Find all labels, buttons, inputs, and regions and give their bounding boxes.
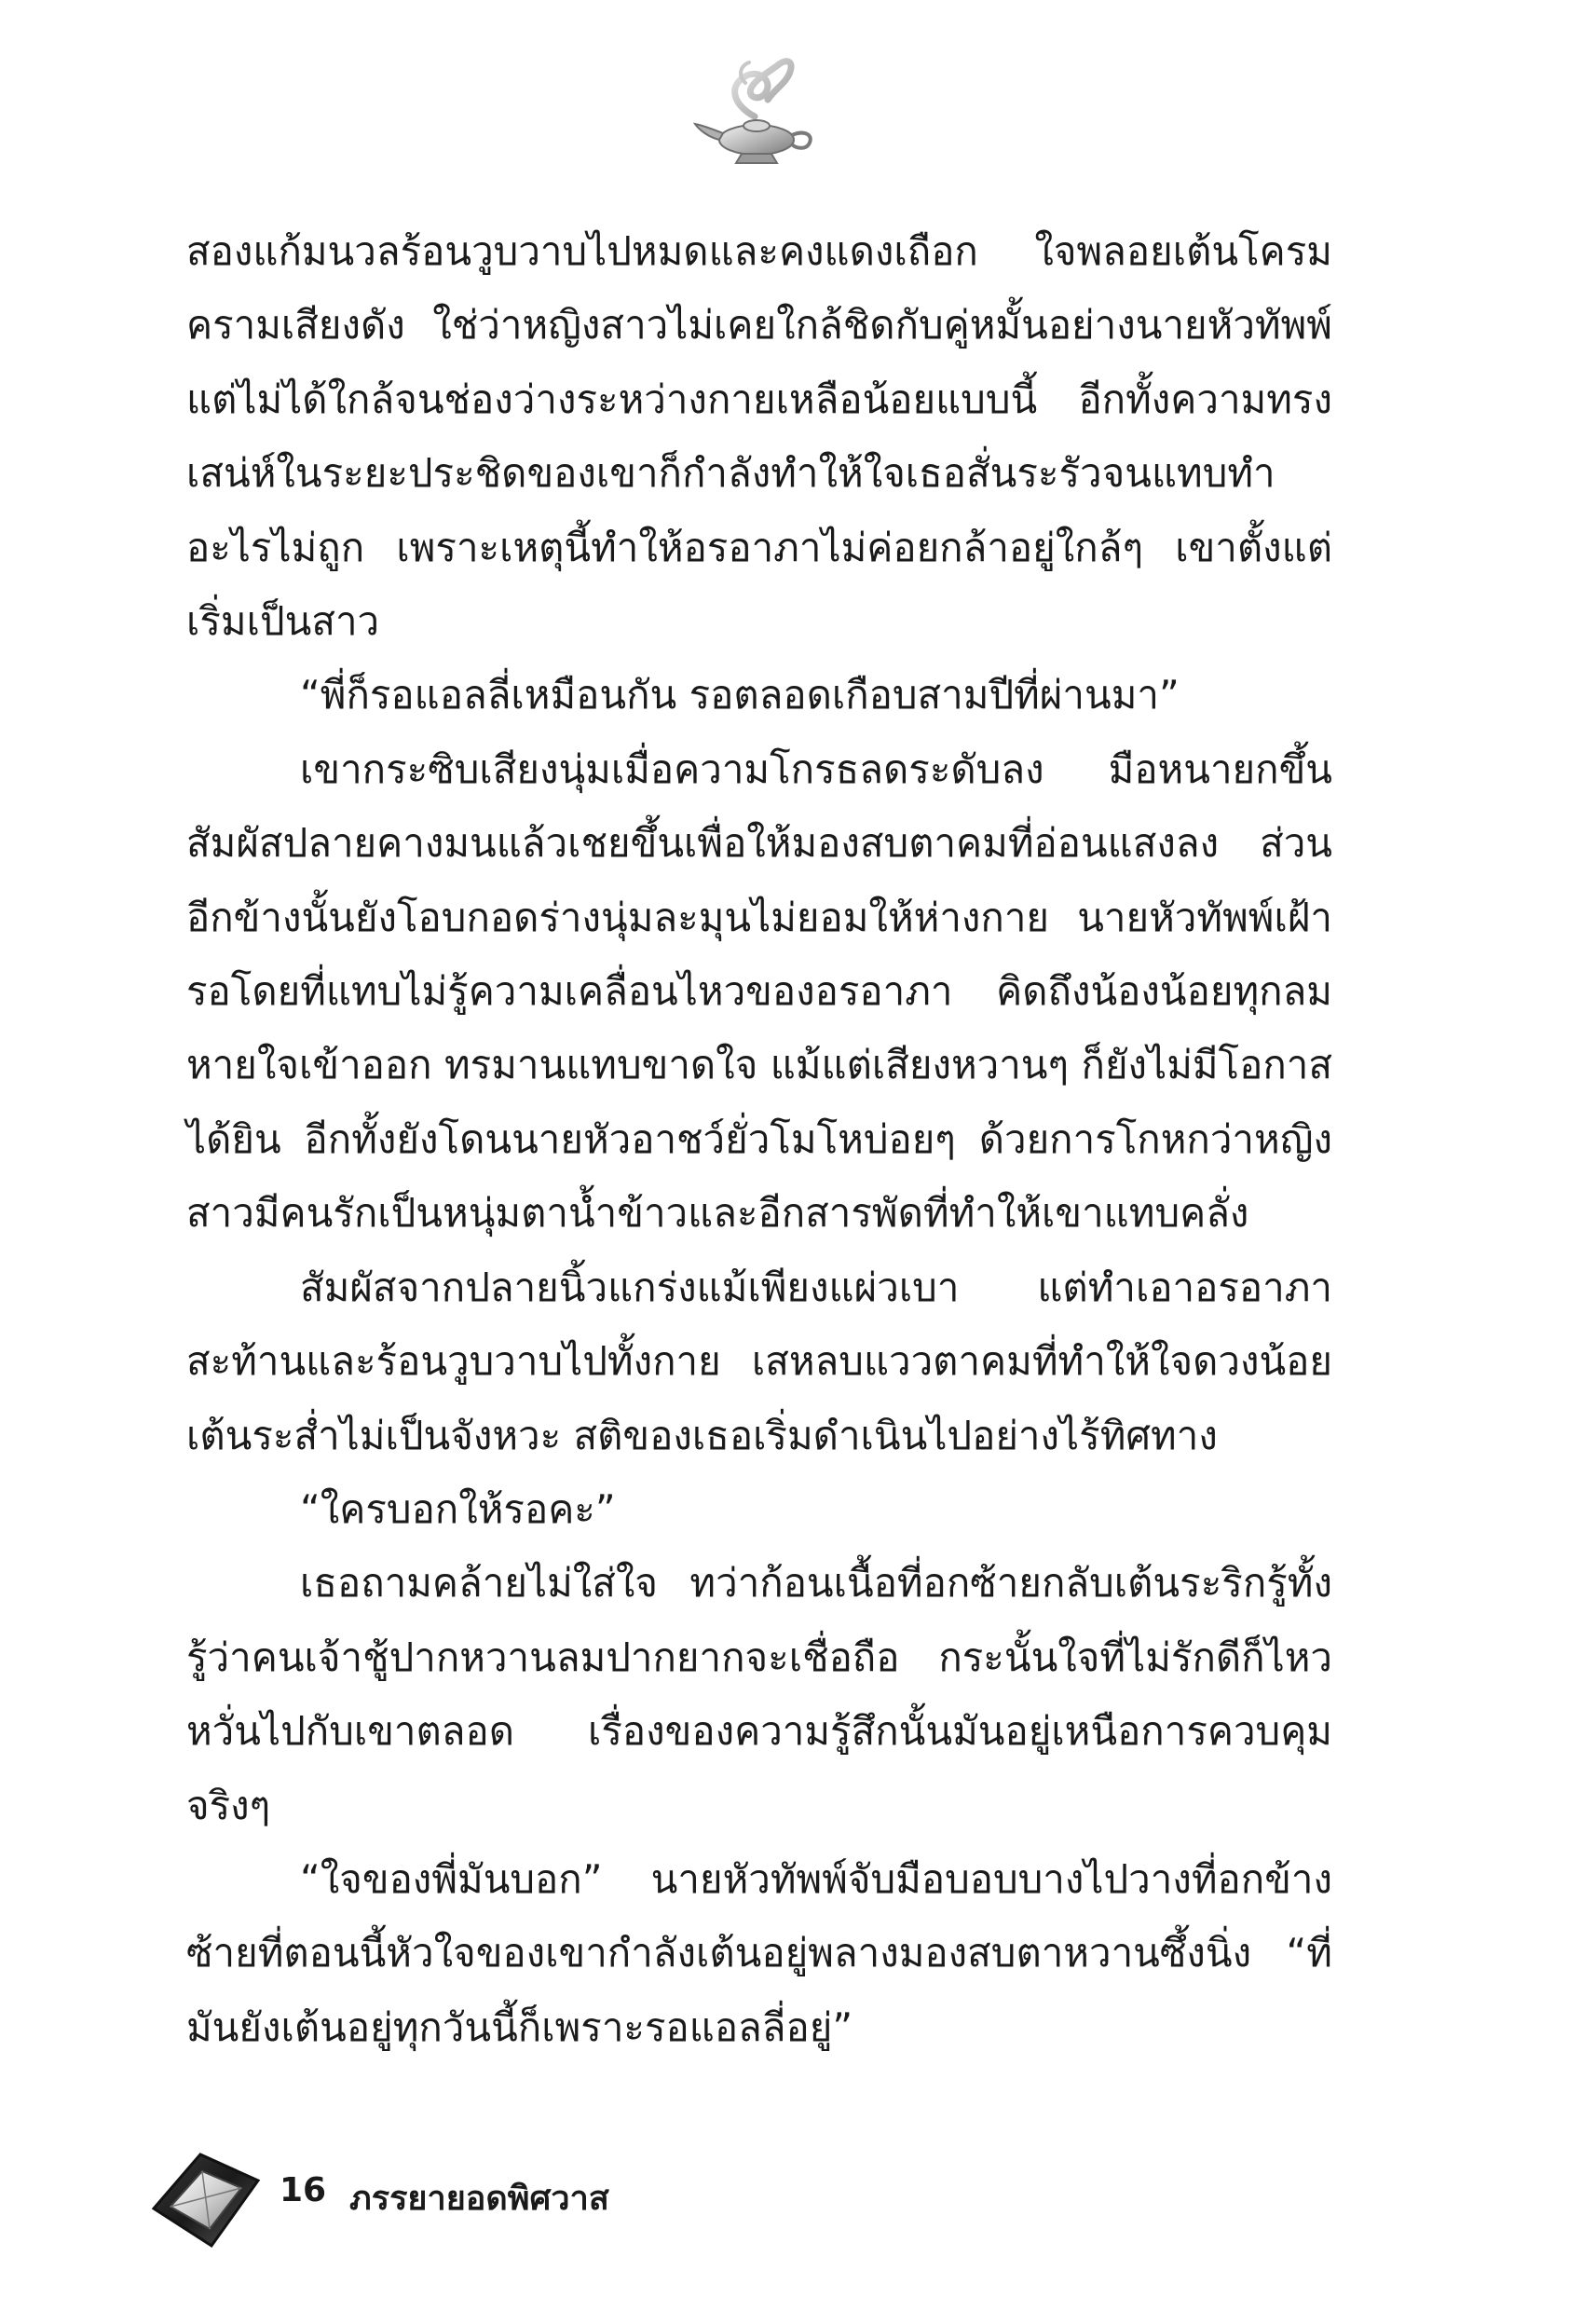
- paragraph-7: “ใจของพี่มันบอก” นายหัวทัพพ์จับมือบอบบางไปวางที่อกข้างซ้ายที่ตอนนี้หัวใจของเขากำลังเต้นอยู่พลางมองสบตาหวานซึ้งนิ่ง “ที่มันยังเต้นอยู่ทุกวันนี้ก็เพราะรอแอลลี่อยู่”: [186, 1855, 1332, 2050]
- chapter-text: [186, 214, 1332, 2064]
- paragraph-6: เธอถามคล้ายไม่ใส่ใจ ทว่าก้อนเนื้อที่อกซ้ายกลับเต้นระริกรู้ทั้งรู้ว่าคนเจ้าชู้ปากหวานลมปากยากจะเชื่อถือ กระนั้นใจที่ไม่รักดีก็ไหวหวั่นไปกับเขาตลอด เรื่องของความรู้สึกนั้นมันอยู่เหนือการควบคุมจริงๆ: [186, 1560, 1332, 1828]
- paragraph-2: “พี่ก็รอแอลลี่เหมือนกัน รอตลอดเกือบสามปีที่ผ่านมา”: [300, 672, 1180, 718]
- genie-lamp-icon: [689, 51, 820, 172]
- paragraph-3: เขากระซิบเสียงนุ่มเมื่อความโกรธลดระดับลง มือหนายกขึ้นสัมผัสปลายคางมนแล้วเชยขึ้นเพื่อให้มองสบตาคมที่อ่อนแสงลง ส่วนอีกข้างนั้นยังโอบกอดร่างนุ่มละมุนไม่ยอมให้ห่างกาย นายหัวทัพพ์เฝ้ารอโดยที่แทบไม่รู้ความเคลื่อนไหวของอรอาภา คิดถึงน้องน้อยทุกลมหายใจเข้าออก ทรมานแทบขาดใจ แม้แต่เสียงหวานๆ ก็ยังไม่มีโอกาสได้ยิน อีกทั้งยังโดนนายหัวอาชว์ยั่วโมโหบ่อยๆ ด้วยการโกหกว่าหญิงสาวมีคนรักเป็นหนุ่มตาน้ำข้าวและอีกสารพัดที่ทำให้เขาแทบคลั่ง: [186, 745, 1332, 1237]
- crystal-emblem-icon: [144, 2143, 266, 2255]
- paragraph-5: “ใครบอกให้รอคะ”: [300, 1485, 616, 1532]
- paragraph-1: สองแก้มนวลร้อนวูบวาบไปหมดและคงแดงเถือก ใจพลอยเต้นโครมครามเสียงดัง ใช่ว่าหญิงสาวไม่เคยใกล้ชิดกับคู่หมั้นอย่างนายหัวทัพพ์ แต่ไม่ได้ใกล้จนช่องว่างระหว่างกายเหลือน้อยแบบนี้ อีกทั้งความทรงเสน่ห์ในระยะประชิดของเขาก็กำลังทำให้ใจเธอสั่นระรัวจนแทบทำอะไรไม่ถูก เพราะเหตุนี้ทำให้อรอาภาไม่ค่อยกล้าอยู่ใกล้ๆ เขาตั้งแต่เริ่มเป็นสาว: [186, 228, 1332, 645]
- page-number: 16: [280, 2171, 327, 2209]
- paragraph-4: สัมผัสจากปลายนิ้วแกร่งแม้เพียงแผ่วเบา แต่ทำเอาอรอาภาสะท้านและร้อนวูบวาบไปทั้งกาย เสหลบแววตาคมที่ทำให้ใจดวงน้อยเต้นระส่ำไม่เป็นจังหวะ สติของเธอเริ่มดำเนินไปอย่างไร้ทิศทาง: [186, 1264, 1332, 1458]
- page-footer: [140, 2143, 792, 2255]
- book-title: ภรรยายอดพิศวาส: [349, 2180, 609, 2218]
